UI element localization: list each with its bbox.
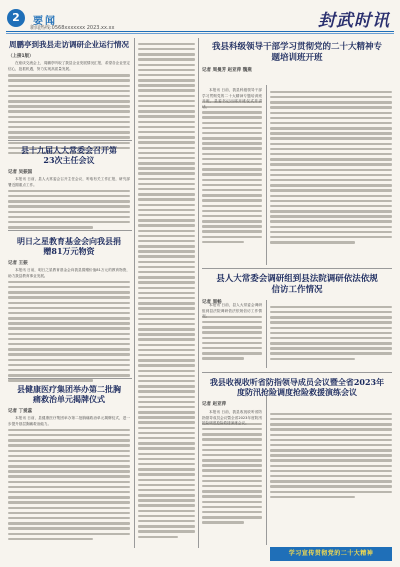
- article-body: [202, 88, 262, 246]
- article-body: [8, 429, 130, 540]
- article-byline: 记者 丁爱蕊: [8, 409, 33, 414]
- article-headline: 我县科级领导干部学习贯彻党的二十大精神专题培训班开班: [212, 42, 383, 63]
- section-name: 要闻: [33, 16, 57, 27]
- article-body-continued: [270, 303, 392, 363]
- article-lead: 本报讯 日前，明日之星教育基金会向我县捐赠价值81万元的教育物资，助力我县教育事业发展。: [8, 268, 130, 278]
- article-lead: 本报讯 日前，我县收视收听省防指领导成员会议暨全省2023年度防汛抢险调度抢险救援演练会议。: [202, 410, 262, 426]
- masthead: [0, 0, 400, 31]
- article-body: [8, 190, 130, 229]
- header-rule-thin: [6, 33, 394, 34]
- column-divider: [266, 300, 267, 368]
- article-divider: [8, 378, 132, 379]
- article-lead: 本报讯 日前，县健康医疗集团举办第二批胸痛救治单元揭牌仪式，进一步提升基层胸痛救治能力。: [8, 416, 130, 426]
- article-body-continued: [270, 88, 392, 246]
- article-byline: 记者 赵亚萍: [202, 402, 227, 407]
- article-people-congress: [8, 143, 130, 231]
- column-divider: [266, 395, 267, 545]
- article-byline: 记者 周畅: [202, 300, 222, 306]
- article-chest-pain-unit: [8, 382, 130, 543]
- article-flood-control: [202, 375, 392, 409]
- article-headline: 县十九届人大常委会召开第23次主任会议: [21, 145, 117, 165]
- article-lead: 本报讯 日前，我县科级领导干部学习贯彻党的二十大精神专题培训班开班，县委书记出席开班仪式并讲话。: [202, 88, 262, 109]
- article-byline: 记者 吴振国: [8, 170, 33, 175]
- article-training-class: [202, 40, 392, 75]
- paper-title: 封武时讯: [318, 11, 390, 31]
- article-byline: 记者 王振: [8, 261, 28, 266]
- article-headline: 明日之星教育基金会向我县捐赠81万元物资: [17, 236, 121, 256]
- article-headline: 我县收视收听省防指领导成员会议暨全省2023年度防汛抢险调度抢险救援演练会议: [209, 377, 385, 397]
- article-body: [202, 410, 262, 527]
- article-headline: 县健康医疗集团举办第二批胸痛救治单元揭牌仪式: [17, 384, 121, 404]
- article-headline: 周鹏亭到我县走访调研企业运行情况: [9, 40, 129, 49]
- column-divider: [198, 38, 199, 548]
- article-divider: [202, 372, 392, 373]
- article-byline: 记者 周曼芳 赵亚萍 魏燕: [202, 68, 252, 74]
- article-lead: 本报讯 日前，县人大常委会召开主任会议，听取有关工作汇报，研究部署近期重点工作。: [8, 177, 130, 187]
- article-byline: （上接1版）: [8, 54, 34, 60]
- article-lead: 在座谈交流会上，周鹏亭听取了我县企业发展情况汇报，希望各企业坚定信心，抢抓机遇，努力实现高质量发展。: [8, 61, 130, 71]
- article-body: [202, 303, 262, 362]
- article-headline: 县人大常委会调研组到县法院调研依法依规信访工作情况: [216, 274, 378, 295]
- column-divider: [134, 38, 135, 548]
- article-body-continued: [270, 410, 392, 501]
- issue-line: 新闻热线:0568xxxxxxx 2023.xx.xx: [30, 25, 115, 31]
- article-court-research: [202, 272, 392, 307]
- article-divider: [8, 140, 132, 141]
- article-body: [8, 281, 130, 382]
- page-number-badge: 2: [7, 9, 25, 27]
- header-rule: [6, 31, 394, 32]
- article-divider: [202, 268, 392, 269]
- article-divider: [8, 230, 132, 231]
- column-divider: [266, 85, 267, 265]
- article-education-fund: [8, 234, 130, 385]
- article-lead: 本报讯 日前，县人大常委会调研组到县法院调研依法依规信访工作情况。: [202, 303, 262, 319]
- slogan-banner: 学习宣传贯彻党的二十大精神: [270, 547, 392, 561]
- middle-column-text: [138, 40, 195, 541]
